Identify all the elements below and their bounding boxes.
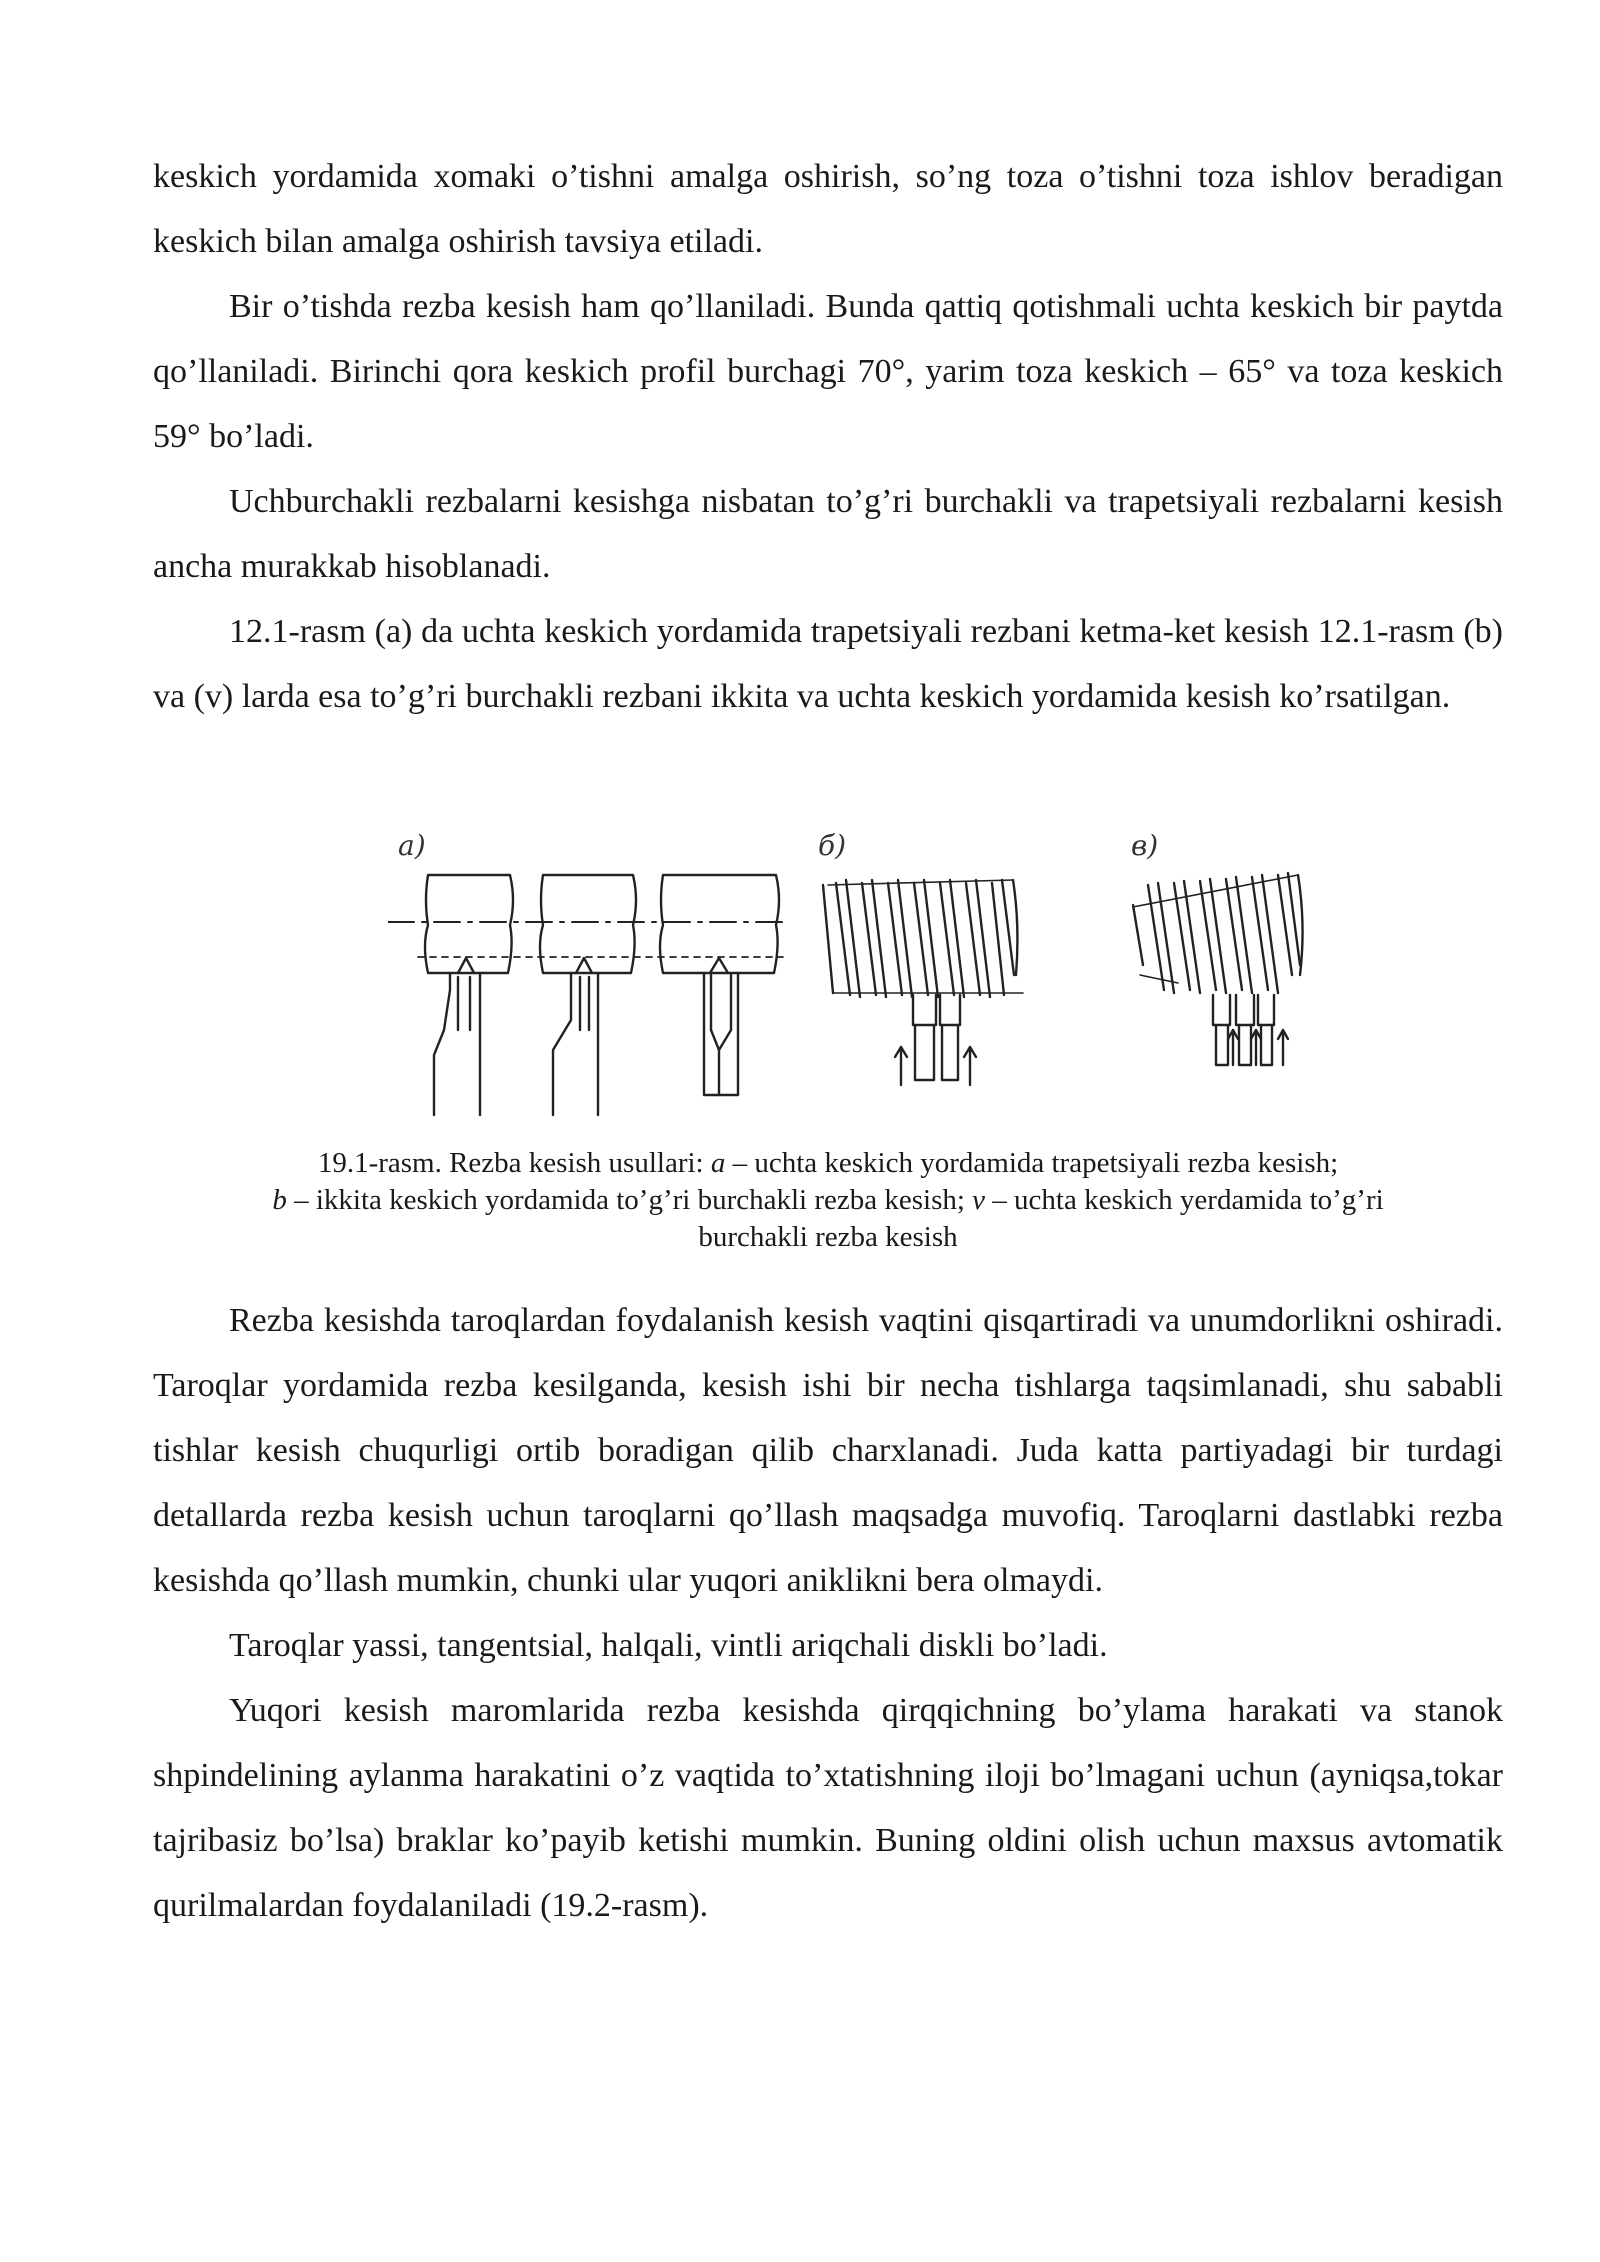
text-section-bottom bbox=[153, 1288, 1503, 1938]
caption-prefix: 19.1-rasm. Rezba kesish usullari: bbox=[317, 1147, 711, 1179]
caption-line-2 bbox=[153, 1182, 1503, 1219]
figure-caption bbox=[153, 1145, 1503, 1256]
thread-cutting-figure bbox=[388, 825, 1348, 1120]
panel-b-rectangular-thread-two-tools bbox=[823, 880, 1023, 1085]
caption-line-3: burchakli rezba kesish bbox=[698, 1221, 958, 1253]
text-section-top bbox=[153, 144, 1503, 729]
paragraph: Uchburchakli rezbalarni kesishga nisbatan to’g’ri burchakli va trapetsiyali rezbalarni kesish ancha murakkab hisoblanadi. bbox=[153, 483, 1503, 585]
paragraph: Rezba kesishda taroqlardan foydalanish kesish vaqtini qisqartiradi va unumdorlikni oshiradi. Taroqlar yordamida rezba kesilganda, kesish ishi bir necha tishlarga taqsimlanadi, shu sababli tishlar kesish chuqurligi ortib boradigan qilib charxlanadi. Juda katta partiyadagi bir turdagi detallarda rezba kesish uchun taroqlarni qo’llash maqsadga muvofiq. Taroqlarni dastlabki rezba kesishda qo’llash mumkin, chunki ular yuqori aniklikni bera olmaydi. bbox=[153, 1302, 1503, 1599]
paragraph: Bir o’tishda rezba kesish ham qo’llaniladi. Bunda qattiq qotishmali uchta keskich bir paytda qo’llaniladi. Birinchi qora keskich profil burchagi 70°, yarim toza keskich – 65° va toza keskich 59° bo’ladi. bbox=[153, 288, 1503, 455]
caption-text-a: – uchta keskich yordamida trapetsiyali rezba kesish; bbox=[725, 1147, 1339, 1179]
caption-text-b: – ikkita keskich yordamida to’g’ri burchakli rezba kesish; bbox=[286, 1184, 973, 1216]
caption-letter-b: b bbox=[272, 1184, 287, 1216]
panel-a-trapezoid-thread-tools bbox=[388, 875, 788, 1115]
caption-letter-v: v bbox=[972, 1184, 986, 1216]
thread-cutting-illustration bbox=[388, 825, 1348, 1120]
figure-label-a: а) bbox=[398, 829, 426, 862]
panel-v-rectangular-thread-three-tools bbox=[1133, 873, 1303, 1065]
figure-label-b: б) bbox=[818, 829, 847, 862]
paragraph: Yuqori kesish maromlarida rezba kesishda qirqqichning bo’ylama harakati va stanok shpindelining aylanma harakatini o’z vaqtida to’xtatishning iloji bo’lmagani uchun (ayniqsa,tokar tajribasiz bo’lsa) braklar ko’payib ketishi mumkin. Buning oldini olish uchun maxsus avtomatik qurilmalardan foydalaniladi (19.2-rasm). bbox=[153, 1692, 1503, 1924]
paragraph: 12.1-rasm (a) da uchta keskich yordamida trapetsiyali rezbani ketma-ket kesish 12.1-rasm (b) va (v) larda esa to’g’ri burchakli rezbani ikkita va uchta keskich yordamida kesish ko’rsatilgan. bbox=[153, 613, 1503, 715]
caption-text-v: – uchta keskich yerdamida to’g’ri bbox=[985, 1184, 1384, 1216]
caption-line-1 bbox=[153, 1145, 1503, 1182]
paragraph: Taroqlar yassi, tangentsial, halqali, vintli ariqchali diskli bo’ladi. bbox=[229, 1627, 1108, 1664]
figure-label-v: в) bbox=[1131, 829, 1159, 862]
caption-letter-a: a bbox=[710, 1147, 726, 1179]
paragraph: keskich yordamida xomaki o’tishni amalga oshirish, so’ng toza o’tishni toza ishlov beradigan keskich bilan amalga oshirish tavsiya etiladi. bbox=[153, 158, 1503, 260]
